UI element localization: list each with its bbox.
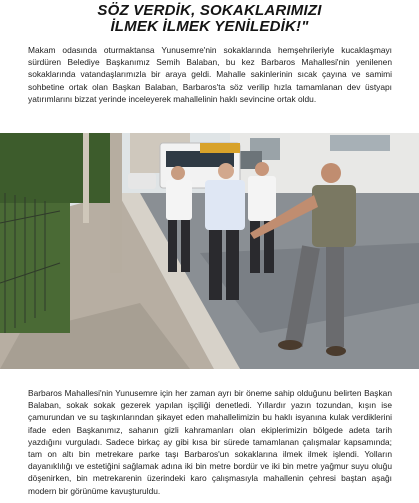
street-scene-image — [0, 133, 419, 369]
intro-paragraph: Makam odasında oturmaktansa Yunusemre'nin sokaklarında hemşehrileriyle kucaklaşmayı sürdüren Belediye Başkanımız Semih Balaban, bu kez Barbaros Mahallesi'nin yenilenen sokaklarında vatandaşlarımızla bir araya geldi. Mahalle sakinlerinin sıcak çayına ve samimi sohbetine ortak olan Başkan Balaban, Barbaros'ta söz verilip hızla tamamlanan dev üstyapı yatırımlarını bizzat yerinde inceleyerek mahallelinin haklı sevincine ortak oldu. — [28, 45, 392, 104]
headline-line-1: SÖZ VERDİK, SOKAKLARIMIZI — [97, 2, 322, 19]
tree-canopy — [0, 133, 120, 203]
body-paragraph: Barbaros Mahallesi'nin Yunusemre için her zaman ayrı bir öneme sahip olduğunu belirten Başkan Balaban, sokak sokak gezerek yapılan işçiliği denetledi. Yıllardır yazın tozundan, kışın ise çamurundan ve su taşkınlarından şikayet eden mahallelimizin bu haklı isyanına kulak verdiklerini ifade eden Başkanımız, sahanın gizli kahramanları olan ekiplerimizin bölgede adeta tarih yazdığını vurguladı. Sadece birkaç ay gibi kısa bir sürede tamamlanan çalışmalar kapsamında; tam on altı bin metrekare parke taşı Barbaros'un sokaklarına ilmek ilmek işlendi. Yolların dayanıklılığı ve estetiğini sağlamak adına iki bin metre bordür ve iki bin metre yağmur suyu oluğu döşenirken, bin metrekarenin üzerindeki karo çalışmasıyla mahallenin çehresi baştan aşağı modern bir görünüme kavuşturuldu. — [28, 388, 392, 496]
building-window — [330, 135, 390, 151]
article-photo — [0, 133, 419, 369]
headline-line-2: İLMEK İLMEK YENİLEDİK!" — [110, 18, 309, 35]
parked-car — [128, 173, 156, 189]
article-headline — [0, 0, 419, 38]
bus-sign — [200, 143, 240, 153]
pole-2 — [83, 133, 89, 223]
utility-pole — [110, 133, 122, 273]
